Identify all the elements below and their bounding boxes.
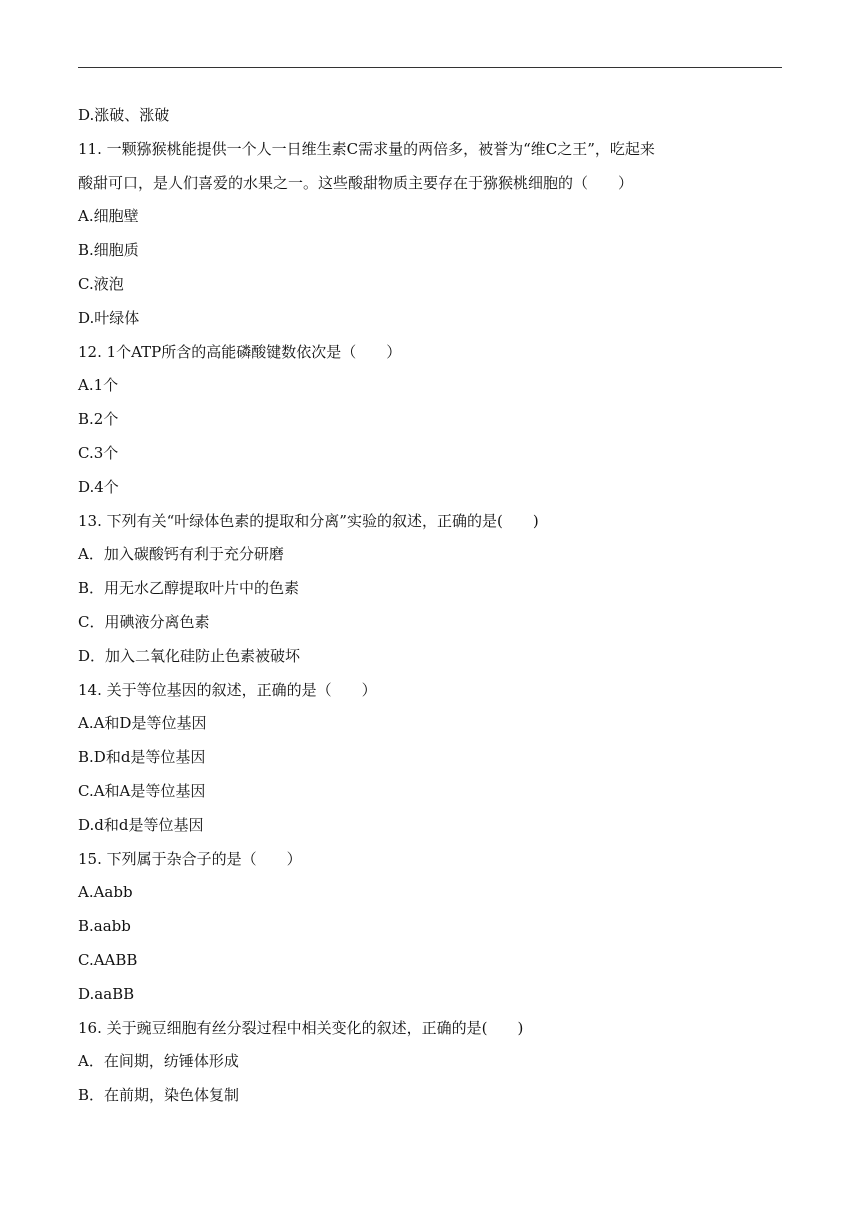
header-rule: [78, 67, 782, 68]
answer-option: C.3个: [78, 443, 119, 462]
answer-option: B.细胞质: [78, 241, 139, 260]
question-stem: 16. 关于豌豆细胞有丝分裂过程中相关变化的叙述，正确的是( ): [78, 1018, 524, 1037]
answer-option: A．加入碳酸钙有利于充分研磨: [78, 545, 284, 564]
answer-option: D.4个: [78, 477, 119, 496]
question-stem: 14. 关于等位基因的叙述，正确的是（ ）: [78, 680, 377, 699]
answer-option: B．在前期，染色体复制: [78, 1086, 240, 1105]
answer-option: D.aaBB: [78, 984, 135, 1003]
answer-option: C．用碘液分离色素: [78, 612, 210, 631]
answer-option: A．在间期，纺锤体形成: [78, 1052, 239, 1071]
answer-option: B.aabb: [78, 917, 131, 936]
question-stem: 11. 一颗猕猴桃能提供一个人一日维生素C需求量的两倍多，被誉为“维C之王”，吃起来: [78, 139, 655, 158]
answer-option: B.2个: [78, 410, 119, 429]
answer-option: D.d和d是等位基因: [78, 815, 204, 834]
question-stem: 15. 下列属于杂合子的是（ ）: [78, 849, 302, 868]
question-stem-continued: 酸甜可口，是人们喜爱的水果之一。这些酸甜物质主要存在于猕猴桃细胞的（ ）: [78, 173, 634, 192]
answer-option: A.Aabb: [78, 883, 133, 902]
answer-option: A.A和D是等位基因: [78, 714, 207, 733]
answer-option: C.A和A是等位基因: [78, 781, 206, 800]
question-stem: 13. 下列有关“叶绿体色素的提取和分离”实验的叙述，正确的是( ): [78, 511, 539, 530]
answer-option: B.D和d是等位基因: [78, 748, 206, 767]
answer-option: D.叶绿体: [78, 308, 140, 327]
answer-option: A.1个: [78, 376, 119, 395]
question-stem: 12. 1个ATP所含的高能磷酸键数依次是（ ）: [78, 342, 402, 361]
answer-option: C.液泡: [78, 274, 124, 293]
answer-option: D.涨破、涨破: [78, 106, 170, 124]
answer-option: C.AABB: [78, 950, 138, 969]
answer-option: A.细胞壁: [78, 207, 139, 226]
question-list: [78, 99, 782, 1113]
answer-option: B．用无水乙醇提取叶片中的色素: [78, 579, 300, 598]
answer-option: D．加入二氧化硅防止色素被破坏: [78, 646, 301, 665]
